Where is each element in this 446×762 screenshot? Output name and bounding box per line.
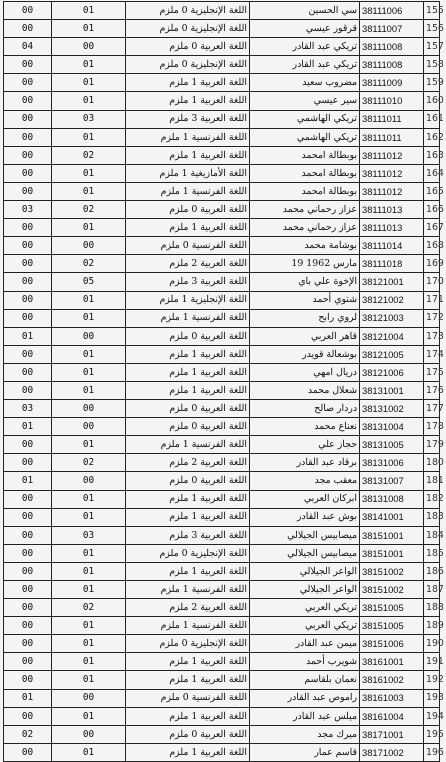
- subject-cell: اللغة العربية 1 ملزم: [126, 363, 250, 381]
- table-row: [4, 400, 440, 418]
- subject-cell: اللغة العربية 3 ملزم: [126, 526, 250, 544]
- row-number-cell: 156: [424, 20, 440, 38]
- row-number-cell: 170: [424, 273, 440, 291]
- value-b-cell: 03: [52, 110, 126, 128]
- value-b-cell: 03: [52, 526, 126, 544]
- subject-cell: اللغة العربية 2 ملزم: [126, 454, 250, 472]
- value-a-cell: 03: [4, 201, 52, 219]
- code-cell: 38161004: [360, 707, 424, 725]
- value-b-cell: 01: [52, 544, 126, 562]
- value-a-cell: 00: [4, 617, 52, 635]
- name-cell: لروي رابح: [250, 309, 360, 327]
- table-row: [4, 363, 440, 381]
- table-row: [4, 454, 440, 472]
- code-cell: 38121002: [360, 291, 424, 309]
- row-number-cell: 169: [424, 255, 440, 273]
- name-cell: ميصابيس الجيلالي: [250, 526, 360, 544]
- code-cell: 38151005: [360, 617, 424, 635]
- value-b-cell: 02: [52, 201, 126, 219]
- subject-cell: اللغة الفرنسية 0 ملزم: [126, 237, 250, 255]
- value-b-cell: 01: [52, 309, 126, 327]
- table-row: [4, 128, 440, 146]
- value-a-cell: 00: [4, 454, 52, 472]
- table-row: [4, 345, 440, 363]
- table-row: [4, 110, 440, 128]
- name-cell: ميلس عبد القادر: [250, 707, 360, 725]
- table-row: [4, 20, 440, 38]
- row-number-cell: 193: [424, 689, 440, 707]
- code-cell: 38131002: [360, 400, 424, 418]
- row-number-cell: 165: [424, 182, 440, 200]
- value-b-cell: 01: [52, 490, 126, 508]
- subject-cell: اللغة العربية 2 ملزم: [126, 599, 250, 617]
- code-cell: 38111018: [360, 255, 424, 273]
- name-cell: نعمان بلقاسم: [250, 671, 360, 689]
- code-cell: 38111012: [360, 146, 424, 164]
- row-number-cell: 163: [424, 146, 440, 164]
- row-number-cell: 160: [424, 92, 440, 110]
- name-cell: الواعر الجيلالي: [250, 581, 360, 599]
- results-table-body: [4, 2, 444, 762]
- code-cell: 38151001: [360, 526, 424, 544]
- name-cell: معقب مجد: [250, 472, 360, 490]
- name-cell: سي الحسين: [250, 2, 360, 20]
- value-a-cell: 00: [4, 273, 52, 291]
- subject-cell: اللغة الإنجليزية 0 ملزم: [126, 544, 250, 562]
- name-cell: ميصابيس الجيلالي: [250, 544, 360, 562]
- row-number-cell: 159: [424, 74, 440, 92]
- subject-cell: اللغة الإنجليزية 0 ملزم: [126, 2, 250, 20]
- subject-cell: اللغة العربية 0 ملزم: [126, 472, 250, 490]
- value-a-cell: 00: [4, 291, 52, 309]
- code-cell: 38111007: [360, 20, 424, 38]
- row-number-cell: 195: [424, 725, 440, 743]
- code-cell: 38111011: [360, 110, 424, 128]
- value-b-cell: 01: [52, 92, 126, 110]
- row-number-cell: 157: [424, 38, 440, 56]
- subject-cell: اللغة العربية 1 ملزم: [126, 562, 250, 580]
- table-row: [4, 327, 440, 345]
- name-cell: نعناع محمد: [250, 418, 360, 436]
- code-cell: 38111012: [360, 182, 424, 200]
- row-number-cell: 189: [424, 617, 440, 635]
- value-a-cell: 04: [4, 38, 52, 56]
- subject-cell: اللغة العربية 1 ملزم: [126, 508, 250, 526]
- code-cell: 38111011: [360, 128, 424, 146]
- value-b-cell: 01: [52, 74, 126, 92]
- name-cell: برقاد عبد القادر: [250, 454, 360, 472]
- value-a-cell: 00: [4, 345, 52, 363]
- table-row: [4, 725, 440, 743]
- row-number-cell: 196: [424, 743, 440, 761]
- row-number-cell: 171: [424, 291, 440, 309]
- row-number-cell: 172: [424, 309, 440, 327]
- value-a-cell: 00: [4, 707, 52, 725]
- table-row: [4, 599, 440, 617]
- value-b-cell: 01: [52, 128, 126, 146]
- row-number-cell: 180: [424, 454, 440, 472]
- row-number-cell: 155: [424, 2, 440, 20]
- table-row: [4, 164, 440, 182]
- value-b-cell: 01: [52, 2, 126, 20]
- code-cell: 38141001: [360, 508, 424, 526]
- row-number-cell: 188: [424, 599, 440, 617]
- row-number-cell: 192: [424, 671, 440, 689]
- code-cell: 38111014: [360, 237, 424, 255]
- value-a-cell: 01: [4, 472, 52, 490]
- name-cell: قرقور عيسي: [250, 20, 360, 38]
- value-b-cell: 00: [52, 38, 126, 56]
- table-row: [4, 671, 440, 689]
- table-row: [4, 182, 440, 200]
- subject-cell: اللغة العربية 1 ملزم: [126, 707, 250, 725]
- value-b-cell: 00: [52, 689, 126, 707]
- table-row: [4, 707, 440, 725]
- name-cell: بوش عبد القادر: [250, 508, 360, 526]
- name-cell: الإخوة علي باي: [250, 273, 360, 291]
- table-row: [4, 219, 440, 237]
- value-a-cell: 00: [4, 526, 52, 544]
- name-cell: راموص عبد القادر: [250, 689, 360, 707]
- value-b-cell: 01: [52, 653, 126, 671]
- table-row: [4, 472, 440, 490]
- table-row: [4, 617, 440, 635]
- subject-cell: اللغة العربية 2 ملزم: [126, 255, 250, 273]
- subject-cell: اللغة الإنجليزية 0 ملزم: [126, 20, 250, 38]
- subject-cell: اللغة العربية 1 ملزم: [126, 490, 250, 508]
- subject-cell: اللغة الفرنسية 1 ملزم: [126, 309, 250, 327]
- name-cell: قاهر العربي: [250, 327, 360, 345]
- value-a-cell: 00: [4, 128, 52, 146]
- table-row: [4, 544, 440, 562]
- code-cell: 38111008: [360, 38, 424, 56]
- value-a-cell: 00: [4, 92, 52, 110]
- row-number-cell: 179: [424, 436, 440, 454]
- subject-cell: اللغة العربية 1 ملزم: [126, 146, 250, 164]
- code-cell: 38121006: [360, 363, 424, 381]
- table-row: [4, 689, 440, 707]
- name-cell: تريكي عبد القادر: [250, 38, 360, 56]
- value-a-cell: 00: [4, 74, 52, 92]
- value-a-cell: 00: [4, 309, 52, 327]
- value-a-cell: 00: [4, 20, 52, 38]
- subject-cell: اللغة الإنجليزية 0 ملزم: [126, 635, 250, 653]
- value-b-cell: 05: [52, 273, 126, 291]
- name-cell: مارس 1962 19: [250, 255, 360, 273]
- value-a-cell: 00: [4, 219, 52, 237]
- subject-cell: اللغة العربية 1 ملزم: [126, 653, 250, 671]
- value-b-cell: 01: [52, 743, 126, 761]
- value-b-cell: 01: [52, 562, 126, 580]
- name-cell: ابركان العربي: [250, 490, 360, 508]
- name-cell: ميمن عبد القادر: [250, 635, 360, 653]
- name-cell: بوبطالة امحمد: [250, 182, 360, 200]
- row-number-cell: 187: [424, 581, 440, 599]
- value-b-cell: 01: [52, 363, 126, 381]
- value-a-cell: 00: [4, 56, 52, 74]
- value-b-cell: 02: [52, 255, 126, 273]
- code-cell: 38151002: [360, 581, 424, 599]
- value-a-cell: 00: [4, 436, 52, 454]
- value-b-cell: 00: [52, 327, 126, 345]
- name-cell: شعلال محمد: [250, 381, 360, 399]
- code-cell: 38151005: [360, 599, 424, 617]
- value-a-cell: 00: [4, 544, 52, 562]
- code-cell: 38151002: [360, 562, 424, 580]
- row-number-cell: 194: [424, 707, 440, 725]
- value-a-cell: 00: [4, 508, 52, 526]
- subject-cell: اللغة العربية 0 ملزم: [126, 327, 250, 345]
- code-cell: 38131006: [360, 454, 424, 472]
- row-number-cell: 164: [424, 164, 440, 182]
- row-number-cell: 185: [424, 544, 440, 562]
- row-number-cell: 168: [424, 237, 440, 255]
- subject-cell: اللغة الفرنسية 1 ملزم: [126, 128, 250, 146]
- subject-cell: اللغة العربية 0 ملزم: [126, 201, 250, 219]
- value-b-cell: 00: [52, 418, 126, 436]
- table-row: [4, 74, 440, 92]
- table-row: [4, 2, 440, 20]
- name-cell: الواعر الجيلالي: [250, 562, 360, 580]
- name-cell: شويرب أحمد: [250, 653, 360, 671]
- value-a-cell: 03: [4, 400, 52, 418]
- row-number-cell: 176: [424, 381, 440, 399]
- table-row: [4, 237, 440, 255]
- code-cell: 38161001: [360, 653, 424, 671]
- table-row: [4, 653, 440, 671]
- value-a-cell: 00: [4, 671, 52, 689]
- value-a-cell: 00: [4, 490, 52, 508]
- subject-cell: اللغة العربية 0 ملزم: [126, 418, 250, 436]
- code-cell: 38151001: [360, 544, 424, 562]
- table-row: [4, 201, 440, 219]
- subject-cell: اللغة الفرنسية 0 ملزم: [126, 689, 250, 707]
- row-number-cell: 173: [424, 327, 440, 345]
- value-a-cell: 01: [4, 418, 52, 436]
- value-a-cell: 01: [4, 689, 52, 707]
- code-cell: 38161002: [360, 671, 424, 689]
- table-row: [4, 56, 440, 74]
- value-a-cell: 00: [4, 363, 52, 381]
- row-number-cell: 190: [424, 635, 440, 653]
- name-cell: عزاز رحماني محمد: [250, 201, 360, 219]
- code-cell: 38151006: [360, 635, 424, 653]
- name-cell: تريكي الهاشمي: [250, 128, 360, 146]
- value-b-cell: 02: [52, 146, 126, 164]
- row-number-cell: 174: [424, 345, 440, 363]
- name-cell: دريال امهي: [250, 363, 360, 381]
- code-cell: 38111012: [360, 164, 424, 182]
- subject-cell: اللغة الفرنسية 1 ملزم: [126, 436, 250, 454]
- subject-cell: اللغة الفرنسية 1 ملزم: [126, 617, 250, 635]
- table-row: [4, 38, 440, 56]
- code-cell: 38111006: [360, 2, 424, 20]
- code-cell: 38161003: [360, 689, 424, 707]
- subject-cell: اللغة الفرنسية 1 ملزم: [126, 182, 250, 200]
- value-a-cell: 00: [4, 255, 52, 273]
- value-b-cell: 00: [52, 237, 126, 255]
- value-b-cell: 00: [52, 400, 126, 418]
- code-cell: 38131005: [360, 436, 424, 454]
- code-cell: 38121005: [360, 345, 424, 363]
- subject-cell: اللغة الأمازيغية 1 ملزم: [126, 164, 250, 182]
- value-a-cell: 00: [4, 110, 52, 128]
- code-cell: 38111008: [360, 56, 424, 74]
- value-a-cell: 00: [4, 599, 52, 617]
- code-cell: 38131004: [360, 418, 424, 436]
- row-number-cell: 162: [424, 128, 440, 146]
- table-row: [4, 743, 440, 761]
- value-b-cell: 01: [52, 381, 126, 399]
- subject-cell: اللغة الإنجليزية 0 ملزم: [126, 56, 250, 74]
- value-a-cell: 00: [4, 743, 52, 761]
- name-cell: تريكي عبد القادر: [250, 56, 360, 74]
- table-row: [4, 581, 440, 599]
- table-row: [4, 562, 440, 580]
- table-row: [4, 309, 440, 327]
- subject-cell: اللغة العربية 1 ملزم: [126, 381, 250, 399]
- code-cell: 38111010: [360, 92, 424, 110]
- value-b-cell: 01: [52, 581, 126, 599]
- code-cell: 38121003: [360, 309, 424, 327]
- value-a-cell: 00: [4, 653, 52, 671]
- value-a-cell: 01: [4, 327, 52, 345]
- subject-cell: اللغة العربية 0 ملزم: [126, 400, 250, 418]
- name-cell: تريكي العربي: [250, 599, 360, 617]
- name-cell: حجاز علي: [250, 436, 360, 454]
- table-row: [4, 92, 440, 110]
- row-number-cell: 191: [424, 653, 440, 671]
- value-b-cell: 02: [52, 599, 126, 617]
- value-b-cell: 01: [52, 617, 126, 635]
- value-a-cell: 00: [4, 2, 52, 20]
- table-row: [4, 418, 440, 436]
- name-cell: بوشعالة قويدر: [250, 345, 360, 363]
- subject-cell: اللغة العربية 1 ملزم: [126, 219, 250, 237]
- row-number-cell: 175: [424, 363, 440, 381]
- value-b-cell: 01: [52, 182, 126, 200]
- value-a-cell: 00: [4, 635, 52, 653]
- value-b-cell: 01: [52, 219, 126, 237]
- code-cell: 38111013: [360, 201, 424, 219]
- value-b-cell: 01: [52, 436, 126, 454]
- row-number-cell: 167: [424, 219, 440, 237]
- code-cell: 38131001: [360, 381, 424, 399]
- value-b-cell: 01: [52, 164, 126, 182]
- results-table: [3, 1, 444, 762]
- row-number-cell: 177: [424, 400, 440, 418]
- value-b-cell: 00: [52, 725, 126, 743]
- row-number-cell: 184: [424, 526, 440, 544]
- row-number-cell: 186: [424, 562, 440, 580]
- table-row: [4, 490, 440, 508]
- subject-cell: اللغة العربية 1 ملزم: [126, 74, 250, 92]
- subject-cell: اللغة العربية 1 ملزم: [126, 345, 250, 363]
- value-b-cell: 01: [52, 345, 126, 363]
- subject-cell: اللغة العربية 1 ملزم: [126, 92, 250, 110]
- table-row: [4, 508, 440, 526]
- table-row: [4, 436, 440, 454]
- name-cell: شتوي أحمد: [250, 291, 360, 309]
- table-row: [4, 146, 440, 164]
- name-cell: تريكي الهاشمي: [250, 110, 360, 128]
- code-cell: 38111009: [360, 74, 424, 92]
- table-row: [4, 255, 440, 273]
- subject-cell: اللغة العربية 3 ملزم: [126, 273, 250, 291]
- value-a-cell: 00: [4, 562, 52, 580]
- name-cell: عزاز رحماني محمد: [250, 219, 360, 237]
- row-number-cell: 161: [424, 110, 440, 128]
- value-b-cell: 00: [52, 472, 126, 490]
- value-a-cell: 00: [4, 146, 52, 164]
- row-number-cell: 182: [424, 490, 440, 508]
- row-number-cell: 158: [424, 56, 440, 74]
- name-cell: سير عيسي: [250, 92, 360, 110]
- name-cell: بوشامة محمد: [250, 237, 360, 255]
- subject-cell: اللغة العربية 0 ملزم: [126, 38, 250, 56]
- name-cell: تريكي العربي: [250, 617, 360, 635]
- name-cell: قاسم عمار: [250, 743, 360, 761]
- value-a-cell: 00: [4, 381, 52, 399]
- value-b-cell: 01: [52, 291, 126, 309]
- value-b-cell: 01: [52, 671, 126, 689]
- name-cell: ميرك مجد: [250, 725, 360, 743]
- code-cell: 38131008: [360, 490, 424, 508]
- value-a-cell: 02: [4, 725, 52, 743]
- subject-cell: اللغة الفرنسية 1 ملزم: [126, 581, 250, 599]
- value-a-cell: 00: [4, 182, 52, 200]
- name-cell: بوبطالة امحمد: [250, 164, 360, 182]
- value-b-cell: 01: [52, 20, 126, 38]
- code-cell: 38171001: [360, 725, 424, 743]
- value-a-cell: 00: [4, 164, 52, 182]
- value-b-cell: 01: [52, 635, 126, 653]
- value-a-cell: 00: [4, 237, 52, 255]
- row-number-cell: 166: [424, 201, 440, 219]
- table-row: [4, 291, 440, 309]
- value-b-cell: 01: [52, 56, 126, 74]
- value-b-cell: 01: [52, 508, 126, 526]
- name-cell: دردار صالح: [250, 400, 360, 418]
- name-cell: بوبطالة امحمد: [250, 146, 360, 164]
- subject-cell: اللغة العربية 0 ملزم: [126, 725, 250, 743]
- value-b-cell: 01: [52, 707, 126, 725]
- code-cell: 38111013: [360, 219, 424, 237]
- table-row: [4, 526, 440, 544]
- row-number-cell: 183: [424, 508, 440, 526]
- subject-cell: اللغة الإنجليزية 1 ملزم: [126, 291, 250, 309]
- code-cell: 38121001: [360, 273, 424, 291]
- table-row: [4, 635, 440, 653]
- subject-cell: اللغة العربية 1 ملزم: [126, 743, 250, 761]
- name-cell: مضروب سعيد: [250, 74, 360, 92]
- value-a-cell: 00: [4, 581, 52, 599]
- value-b-cell: 02: [52, 454, 126, 472]
- code-cell: 38121004: [360, 327, 424, 345]
- table-row: [4, 381, 440, 399]
- table-row: [4, 273, 440, 291]
- code-cell: 38171002: [360, 743, 424, 761]
- subject-cell: اللغة العربية 1 ملزم: [126, 671, 250, 689]
- row-number-cell: 178: [424, 418, 440, 436]
- code-cell: 38131007: [360, 472, 424, 490]
- subject-cell: اللغة العربية 3 ملزم: [126, 110, 250, 128]
- row-number-cell: 181: [424, 472, 440, 490]
